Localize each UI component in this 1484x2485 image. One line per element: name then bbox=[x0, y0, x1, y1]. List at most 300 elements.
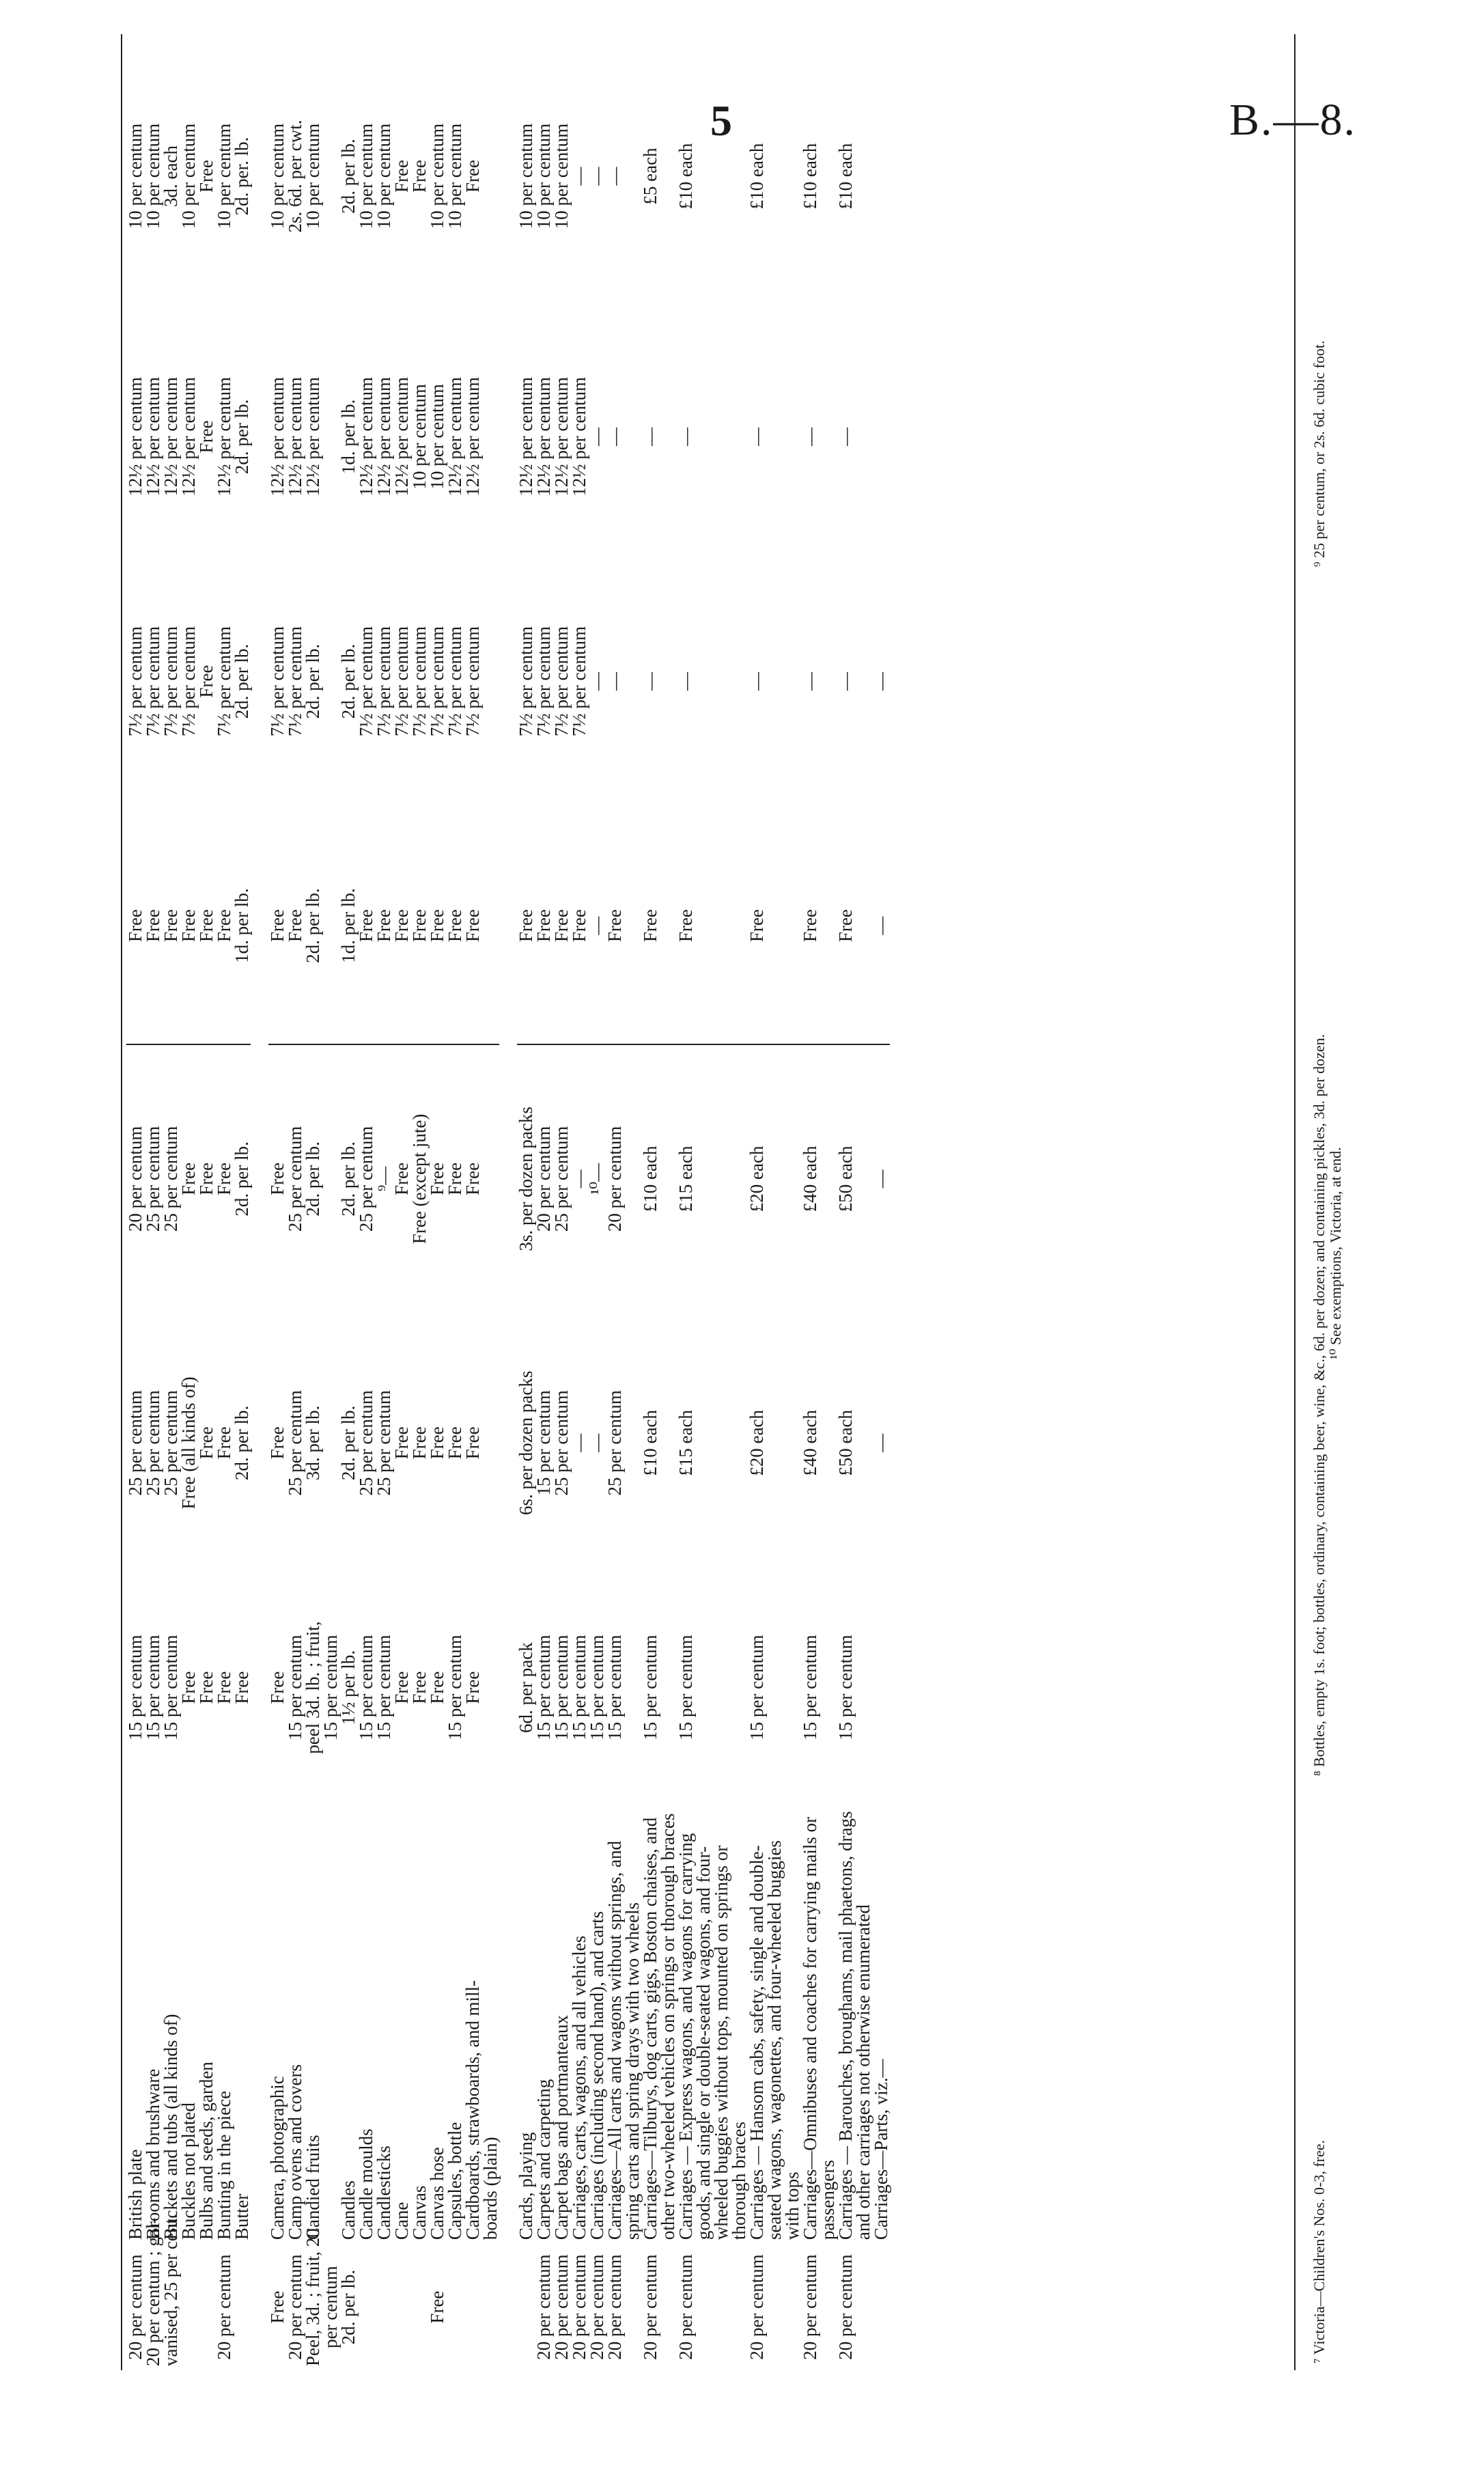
col-tariff-1 bbox=[197, 2244, 215, 2370]
col-tariff-5: £40 each bbox=[800, 1146, 820, 1212]
col-tariff-3: Free bbox=[427, 1671, 447, 1704]
col-tariff-7: — bbox=[675, 671, 696, 691]
col-tariff-9: 3d. each bbox=[160, 145, 181, 207]
col-tariff-7: 7½ per centum bbox=[551, 626, 572, 737]
col-tariff-6: Free bbox=[197, 807, 215, 1044]
col-tariff-1: vanised, 25 per cent. bbox=[160, 2214, 181, 2366]
col-tariff-1 bbox=[872, 2244, 890, 2370]
col-tariff-5: — bbox=[871, 1169, 891, 1189]
table-row bbox=[570, 34, 588, 2370]
col-tariff-7: 7½ per centum bbox=[569, 626, 589, 737]
col-tariff-8: — bbox=[835, 427, 856, 446]
table-row bbox=[641, 34, 677, 2370]
col-tariff-3: 6d. per pack bbox=[516, 1642, 536, 1733]
col-tariff-4: £15 each bbox=[675, 1410, 696, 1476]
col-tariff-8: 12½ per centum bbox=[462, 376, 483, 497]
col-tariff-1: 20 per centum bbox=[587, 2254, 607, 2360]
col-tariff-4: £40 each bbox=[800, 1410, 820, 1476]
col-tariff-1: 20 per centum bbox=[675, 2254, 696, 2360]
col-tariff-4: 25 per centum bbox=[374, 1390, 394, 1496]
col-tariff-5: ¹⁰— bbox=[587, 1163, 607, 1195]
col-tariff-6: Free bbox=[428, 807, 446, 1044]
col-tariff-7: 7½ per centum bbox=[178, 626, 199, 737]
footnote-8: ⁸ Bottles, empty 1s. foot; bottles, ordinary, containing beer, wine, &c., 6d. per dozen; and containing pickles, 3d. per dozen. bbox=[1311, 1033, 1328, 1776]
col-tariff-6: Free bbox=[552, 807, 570, 1044]
page-reference: B.—8. bbox=[1229, 95, 1357, 145]
col-tariff-3: 15 per centum bbox=[587, 1635, 607, 1740]
col-tariff-8: 10 per centum bbox=[427, 384, 447, 490]
col-tariff-9: 10 per centum bbox=[125, 123, 145, 230]
table-row bbox=[517, 34, 535, 2370]
col-tariff-1: 20 per centum bbox=[551, 2254, 572, 2360]
article-name: Carriages—All carts and wagons without springs, and spring carts and spring drays with two wheels bbox=[604, 1841, 643, 2240]
col-tariff-7 bbox=[481, 555, 499, 808]
table-row bbox=[322, 34, 339, 2370]
col-tariff-9: 2d. per. lb. bbox=[232, 137, 252, 216]
col-tariff-5: 25 per centum bbox=[143, 1126, 163, 1232]
col-tariff-9: 10 per centum bbox=[374, 123, 394, 230]
page-number: 5 bbox=[710, 96, 732, 145]
col-tariff-3: Free bbox=[409, 1671, 430, 1704]
col-tariff-8: 12½ per centum bbox=[391, 376, 412, 497]
col-tariff-4: Free bbox=[267, 1426, 288, 1460]
col-tariff-1 bbox=[233, 2244, 251, 2370]
col-tariff-5: 25 per centum bbox=[160, 1126, 181, 1232]
col-tariff-5: Free bbox=[427, 1162, 447, 1195]
col-tariff-6: Free bbox=[180, 807, 197, 1044]
col-tariff-6: 2d. per lb. bbox=[304, 807, 322, 1044]
col-tariff-8: 12½ per centum bbox=[551, 376, 572, 497]
col-tariff-3: Free bbox=[232, 1671, 252, 1704]
col-tariff-9: — bbox=[587, 167, 607, 186]
table-row bbox=[233, 34, 251, 2370]
article-name: Canvas bbox=[409, 2185, 430, 2240]
col-tariff-9: 10 per centum bbox=[178, 123, 199, 230]
col-tariff-9: 10 per centum bbox=[267, 123, 288, 230]
col-tariff-9: £5 each bbox=[640, 148, 660, 205]
col-tariff-7: — bbox=[871, 671, 891, 691]
table-row bbox=[410, 34, 428, 2370]
table-row bbox=[748, 34, 801, 2370]
col-tariff-4: £20 each bbox=[746, 1410, 767, 1476]
article-name: Cards, playing bbox=[516, 2132, 536, 2240]
col-tariff-4 bbox=[322, 1313, 339, 1573]
col-tariff-8: 2d. per lb. bbox=[232, 399, 252, 475]
col-tariff-9: £10 each bbox=[835, 143, 856, 210]
col-tariff-4: £50 each bbox=[835, 1410, 856, 1476]
col-tariff-3: 1½ per lb. bbox=[338, 1650, 359, 1725]
article-name: Cardboards, strawboards, and mill- bbox=[462, 1980, 483, 2240]
article-name: Candlesticks bbox=[374, 2146, 394, 2240]
col-tariff-4: 3d. per lb. bbox=[303, 1405, 323, 1481]
col-tariff-9: 10 per centum bbox=[516, 123, 536, 230]
col-tariff-3: 15 per centum bbox=[675, 1635, 696, 1740]
col-tariff-3: 15 per centum bbox=[569, 1635, 589, 1740]
col-tariff-5: Free bbox=[462, 1162, 483, 1195]
article-name bbox=[322, 1802, 339, 2244]
col-tariff-4: — bbox=[871, 1433, 891, 1452]
col-tariff-9: Free bbox=[409, 160, 430, 193]
col-tariff-8: 12½ per centum bbox=[356, 376, 376, 497]
col-tariff-3: peel 3d. lb. ; fruit, bbox=[303, 1621, 323, 1754]
col-tariff-7: 7½ per centum bbox=[125, 626, 145, 737]
col-tariff-8 bbox=[322, 318, 339, 555]
table-row bbox=[339, 34, 357, 2370]
col-tariff-5: Free bbox=[391, 1162, 412, 1195]
col-tariff-3: 15 per centum bbox=[604, 1635, 625, 1740]
col-tariff-8: — bbox=[640, 427, 660, 446]
col-tariff-5: Free bbox=[445, 1162, 465, 1195]
col-tariff-4: Free bbox=[391, 1426, 412, 1460]
col-tariff-8 bbox=[481, 318, 499, 555]
col-tariff-4: Free (all kinds of) bbox=[178, 1376, 199, 1510]
col-tariff-1: 20 per centum bbox=[800, 2254, 820, 2360]
col-tariff-3: 15 per centum bbox=[640, 1635, 660, 1740]
article-name: Capsules, bottle bbox=[445, 2122, 465, 2240]
col-tariff-6: Free bbox=[677, 807, 748, 1044]
col-tariff-6: Free bbox=[393, 807, 410, 1044]
col-tariff-5: 2d. per lb. bbox=[338, 1141, 359, 1217]
col-tariff-8: 12½ per centum bbox=[285, 376, 305, 497]
col-tariff-5: 3s. per dozen packs bbox=[516, 1107, 536, 1251]
col-tariff-7: — bbox=[835, 671, 856, 691]
col-tariff-3: Free bbox=[178, 1671, 199, 1704]
col-tariff-9: 10 per centum bbox=[551, 123, 572, 230]
table-row bbox=[286, 34, 304, 2370]
col-tariff-7: 7½ per centum bbox=[427, 626, 447, 737]
col-tariff-7: 7½ per centum bbox=[462, 626, 483, 737]
col-tariff-1: 20 per centum bbox=[125, 2254, 145, 2360]
article-name: Cane bbox=[391, 2202, 412, 2240]
col-tariff-4: 25 per centum bbox=[285, 1390, 305, 1496]
col-tariff-8: 1d. per lb. bbox=[338, 399, 359, 475]
col-tariff-9: 10 per centum bbox=[445, 123, 465, 230]
col-tariff-8: — bbox=[604, 427, 625, 446]
col-tariff-7: 2d. per lb. bbox=[303, 643, 323, 719]
col-tariff-7: 7½ per centum bbox=[391, 626, 412, 737]
article-name: Carpet bags and portmanteaux bbox=[551, 2014, 572, 2240]
col-tariff-7: 7½ per centum bbox=[267, 626, 288, 737]
top-rule bbox=[121, 34, 122, 2370]
table-row bbox=[215, 34, 233, 2370]
col-tariff-8: 12½ per centum bbox=[160, 376, 181, 497]
col-tariff-3: 15 per centum bbox=[356, 1635, 376, 1740]
col-tariff-6: Free bbox=[144, 807, 162, 1044]
article-name: Candied fruits bbox=[303, 2135, 323, 2240]
col-tariff-8: — bbox=[800, 427, 820, 446]
col-tariff-7: — bbox=[640, 671, 660, 691]
col-tariff-5 bbox=[481, 1044, 499, 1313]
col-tariff-9: 2s. 6d. per cwt. bbox=[285, 120, 305, 233]
col-tariff-1: 20 per centum bbox=[285, 2254, 305, 2360]
col-tariff-5: — bbox=[569, 1169, 589, 1189]
col-tariff-4: 25 per centum bbox=[356, 1390, 376, 1496]
col-tariff-5: 20 per centum bbox=[604, 1126, 625, 1232]
col-tariff-6: Free bbox=[606, 807, 641, 1044]
col-tariff-5: Free bbox=[196, 1162, 216, 1195]
table-row bbox=[446, 34, 464, 2370]
col-tariff-8: 12½ per centum bbox=[303, 376, 323, 497]
col-tariff-8: 10 per centum bbox=[409, 384, 430, 490]
col-tariff-6: Free bbox=[535, 807, 552, 1044]
table-row bbox=[304, 34, 322, 2370]
col-tariff-4 bbox=[481, 1313, 499, 1573]
group-spacer bbox=[499, 34, 517, 2370]
col-tariff-9: 10 per centum bbox=[356, 123, 376, 230]
col-tariff-8: 12½ per centum bbox=[178, 376, 199, 497]
table-row bbox=[588, 34, 606, 2370]
col-tariff-4: 25 per centum bbox=[125, 1390, 145, 1496]
col-tariff-5: Free bbox=[267, 1162, 288, 1195]
table-row bbox=[801, 34, 837, 2370]
col-tariff-9 bbox=[872, 34, 890, 318]
col-tariff-7: 2d. per lb. bbox=[232, 643, 252, 719]
col-tariff-4: 2d. per lb. bbox=[232, 1405, 252, 1481]
col-tariff-1: Free bbox=[267, 2290, 288, 2324]
col-tariff-6: Free bbox=[748, 807, 801, 1044]
col-tariff-4: — bbox=[587, 1433, 607, 1452]
col-tariff-8: 12½ per centum bbox=[374, 376, 394, 497]
col-tariff-8: 12½ per centum bbox=[125, 376, 145, 497]
col-tariff-7: — bbox=[746, 671, 767, 691]
col-tariff-8: Free bbox=[196, 420, 216, 454]
col-tariff-1 bbox=[517, 2244, 535, 2370]
col-tariff-4: Free bbox=[196, 1426, 216, 1460]
col-tariff-4: Free bbox=[409, 1426, 430, 1460]
col-tariff-3: 15 per centum bbox=[835, 1635, 856, 1740]
article-name: Carriages—Tilburys, dog carts, gigs, Boston chaises, and other two-wheeled vehicles on springs or thorough braces bbox=[640, 1813, 678, 2240]
col-tariff-5: £50 each bbox=[835, 1146, 856, 1212]
col-tariff-4: Free bbox=[462, 1426, 483, 1460]
col-tariff-4: Free bbox=[214, 1426, 234, 1460]
col-tariff-7: 7½ per centum bbox=[356, 626, 376, 737]
col-tariff-1: per centum bbox=[320, 2266, 341, 2348]
col-tariff-6: — bbox=[872, 807, 890, 1044]
col-tariff-9: 10 per centum bbox=[214, 123, 234, 230]
col-tariff-9: 10 per centum bbox=[303, 123, 323, 230]
col-tariff-5 bbox=[322, 1044, 339, 1313]
col-tariff-4: 25 per centum bbox=[604, 1390, 625, 1496]
article-name: Carriages, carts, wagons, and all vehicles bbox=[569, 1935, 589, 2240]
col-tariff-8: — bbox=[675, 427, 696, 446]
table-row bbox=[162, 34, 180, 2370]
table-row bbox=[375, 34, 393, 2370]
article-name: Buckles not plated bbox=[178, 2102, 199, 2240]
col-tariff-3: Free bbox=[391, 1671, 412, 1704]
col-tariff-5: 20 per centum bbox=[533, 1126, 554, 1232]
col-tariff-3: Free bbox=[462, 1671, 483, 1704]
col-tariff-4: Free bbox=[427, 1426, 447, 1460]
col-tariff-9: £10 each bbox=[675, 143, 696, 210]
article-name: Candle moulds bbox=[356, 2128, 376, 2240]
col-tariff-1 bbox=[393, 2244, 410, 2370]
table-row bbox=[872, 34, 890, 2370]
col-tariff-1 bbox=[375, 2244, 393, 2370]
col-tariff-9: Free bbox=[196, 160, 216, 193]
col-tariff-6: Free bbox=[641, 807, 677, 1044]
col-tariff-8: 12½ per centum bbox=[445, 376, 465, 497]
col-tariff-5: 25 per centum bbox=[356, 1126, 376, 1232]
col-tariff-9: Free bbox=[391, 160, 412, 193]
footnote-7: ⁷ Victoria—Children's Nos. 0-3, free. bbox=[1311, 2139, 1328, 2363]
col-tariff-3: 15 per centum bbox=[320, 1635, 341, 1740]
col-tariff-3 bbox=[872, 1573, 890, 1802]
tariff-table-body bbox=[126, 34, 890, 2370]
col-tariff-6: Free bbox=[570, 807, 588, 1044]
col-tariff-7: 7½ per centum bbox=[516, 626, 536, 737]
col-tariff-6: Free bbox=[268, 807, 286, 1044]
col-tariff-6: Free bbox=[126, 807, 144, 1044]
col-tariff-5: 25 per centum bbox=[551, 1126, 572, 1232]
col-tariff-7: — bbox=[587, 671, 607, 691]
col-tariff-6: Free bbox=[801, 807, 837, 1044]
article-name: Camp ovens and covers bbox=[285, 2064, 305, 2240]
col-tariff-4: £10 each bbox=[640, 1410, 660, 1476]
col-tariff-1: 20 per centum bbox=[214, 2254, 234, 2360]
col-tariff-4: — bbox=[569, 1433, 589, 1452]
col-tariff-6 bbox=[322, 807, 339, 1044]
col-tariff-1 bbox=[481, 2244, 499, 2370]
article-name: Carriages — Barouches, broughams, mail phaetons, drags and other carriages not otherwise enumerated bbox=[835, 1811, 873, 2240]
col-tariff-4: 6s. per dozen packs bbox=[516, 1370, 536, 1516]
col-tariff-9: 10 per centum bbox=[427, 123, 447, 230]
col-tariff-8: — bbox=[746, 427, 767, 446]
col-tariff-7: Free bbox=[196, 665, 216, 698]
col-tariff-9: 10 per centum bbox=[143, 123, 163, 230]
col-tariff-6: Free bbox=[162, 807, 180, 1044]
col-tariff-3 bbox=[481, 1573, 499, 1802]
col-tariff-7: 7½ per centum bbox=[374, 626, 394, 737]
col-tariff-4: 25 per centum bbox=[143, 1390, 163, 1496]
table-row bbox=[393, 34, 410, 2370]
article-name: Bulbs and seeds, garden bbox=[196, 2061, 216, 2240]
article-name: British plate bbox=[125, 2149, 145, 2240]
table-row bbox=[464, 34, 481, 2370]
col-tariff-7 bbox=[322, 555, 339, 808]
col-tariff-3: Free bbox=[196, 1671, 216, 1704]
col-tariff-1: 2d. per lb. bbox=[338, 2269, 359, 2345]
col-tariff-6: Free bbox=[464, 807, 481, 1044]
col-tariff-6: Free bbox=[446, 807, 464, 1044]
col-tariff-9 bbox=[481, 34, 499, 318]
col-tariff-1: 20 per centum bbox=[640, 2254, 660, 2360]
col-tariff-7: — bbox=[800, 671, 820, 691]
table-row bbox=[428, 34, 446, 2370]
col-tariff-8: — bbox=[587, 427, 607, 446]
col-tariff-6: Free bbox=[375, 807, 393, 1044]
col-tariff-8: 12½ per centum bbox=[533, 376, 554, 497]
col-tariff-9: 2d. per lb. bbox=[338, 139, 359, 214]
col-tariff-3: Free bbox=[214, 1671, 234, 1704]
col-tariff-6: — bbox=[588, 807, 606, 1044]
table-row bbox=[357, 34, 375, 2370]
col-tariff-5: £15 each bbox=[675, 1146, 696, 1212]
col-tariff-5: Free (except jute) bbox=[409, 1113, 430, 1245]
col-tariff-4: 2d. per lb. bbox=[338, 1405, 359, 1481]
col-tariff-7: 7½ per centum bbox=[285, 626, 305, 737]
col-tariff-7: 7½ per centum bbox=[409, 626, 430, 737]
col-tariff-4: 25 per centum bbox=[551, 1390, 572, 1496]
col-tariff-7: 7½ per centum bbox=[445, 626, 465, 737]
article-name: Carriages — Express wagons, and wagons for carrying goods, and single or double-seated wagons, and four-wheeled buggies without tops, mounted on springs or thorough braces bbox=[675, 1833, 749, 2240]
table-row bbox=[180, 34, 197, 2370]
col-tariff-5: £10 each bbox=[640, 1146, 660, 1212]
col-tariff-5: 20 per centum bbox=[125, 1126, 145, 1232]
col-tariff-8 bbox=[872, 318, 890, 555]
col-tariff-6: 1d. per lb. bbox=[339, 807, 357, 1044]
article-name: Carriages — Hansom cabs, safety, single and double-seated wagons, wagonettes, and four-wheeled buggies with tops bbox=[746, 1840, 802, 2240]
article-name: Bunting in the piece bbox=[214, 2090, 234, 2240]
table-row bbox=[268, 34, 286, 2370]
col-tariff-6: Free bbox=[357, 807, 375, 1044]
col-tariff-3: 15 per centum bbox=[125, 1635, 145, 1740]
article-name: Carriages (including second hand), and carts bbox=[587, 1911, 607, 2240]
col-tariff-5: ⁹— bbox=[374, 1166, 394, 1192]
col-tariff-6: Free bbox=[517, 807, 535, 1044]
col-tariff-1: 20 per centum ; gal- bbox=[143, 2217, 163, 2366]
table-row bbox=[535, 34, 552, 2370]
col-tariff-9: 10 per centum bbox=[533, 123, 554, 230]
col-tariff-7: — bbox=[604, 671, 625, 691]
col-tariff-5: 25 per centum bbox=[285, 1126, 305, 1232]
bottom-rule bbox=[1294, 34, 1296, 2370]
col-tariff-3: 15 per centum bbox=[285, 1635, 305, 1740]
col-tariff-3: 15 per centum bbox=[143, 1635, 163, 1740]
col-tariff-8: 12½ per centum bbox=[516, 376, 536, 497]
article-name: Carpets and carpeting bbox=[533, 2079, 554, 2240]
col-tariff-4: Free bbox=[445, 1426, 465, 1460]
col-tariff-9: £10 each bbox=[746, 143, 767, 210]
footnote-9: ⁹ 25 per centum, or 2s. 6d. cubic foot. bbox=[1311, 340, 1328, 567]
col-tariff-6: Free bbox=[215, 807, 233, 1044]
col-tariff-1: Free bbox=[427, 2290, 447, 2324]
table-row bbox=[552, 34, 570, 2370]
col-tariff-6: Free bbox=[837, 807, 872, 1044]
col-tariff-1 bbox=[464, 2244, 481, 2370]
col-tariff-1 bbox=[180, 2244, 197, 2370]
article-name: Butter bbox=[232, 2193, 252, 2240]
article-name: Brooms and brushware bbox=[143, 2068, 163, 2240]
group-spacer bbox=[251, 34, 268, 2370]
col-tariff-9 bbox=[322, 34, 339, 318]
col-tariff-3: 15 per centum bbox=[160, 1635, 181, 1740]
col-tariff-7: 7½ per centum bbox=[160, 626, 181, 737]
col-tariff-7: 7½ per centum bbox=[214, 626, 234, 737]
col-tariff-4: 25 per centum bbox=[160, 1390, 181, 1496]
col-tariff-8: 12½ per centum bbox=[569, 376, 589, 497]
col-tariff-3: 15 per centum bbox=[746, 1635, 767, 1740]
tariff-table bbox=[126, 34, 890, 2370]
col-tariff-1 bbox=[357, 2244, 375, 2370]
col-tariff-1: 20 per centum bbox=[533, 2254, 554, 2360]
article-name: Buckets and tubs (all kinds of) bbox=[160, 2014, 181, 2240]
table-row bbox=[197, 34, 215, 2370]
col-tariff-1: 20 per centum bbox=[746, 2254, 767, 2360]
col-tariff-9: — bbox=[569, 167, 589, 186]
col-tariff-5: 2d. per lb. bbox=[232, 1141, 252, 1217]
footnote-10: ¹⁰ See exemptions, Victoria, at end. bbox=[1327, 1147, 1344, 1359]
article-name: Camera, photographic bbox=[267, 2076, 288, 2240]
col-tariff-3: Free bbox=[267, 1671, 288, 1704]
col-tariff-3: 15 per centum bbox=[800, 1635, 820, 1740]
col-tariff-1: 20 per centum bbox=[835, 2254, 856, 2360]
col-tariff-5: Free bbox=[214, 1162, 234, 1195]
col-tariff-5: £20 each bbox=[746, 1146, 767, 1212]
col-tariff-1 bbox=[446, 2244, 464, 2370]
article-name: Candles bbox=[338, 2180, 359, 2240]
table-row bbox=[126, 34, 144, 2370]
table-row bbox=[837, 34, 872, 2370]
